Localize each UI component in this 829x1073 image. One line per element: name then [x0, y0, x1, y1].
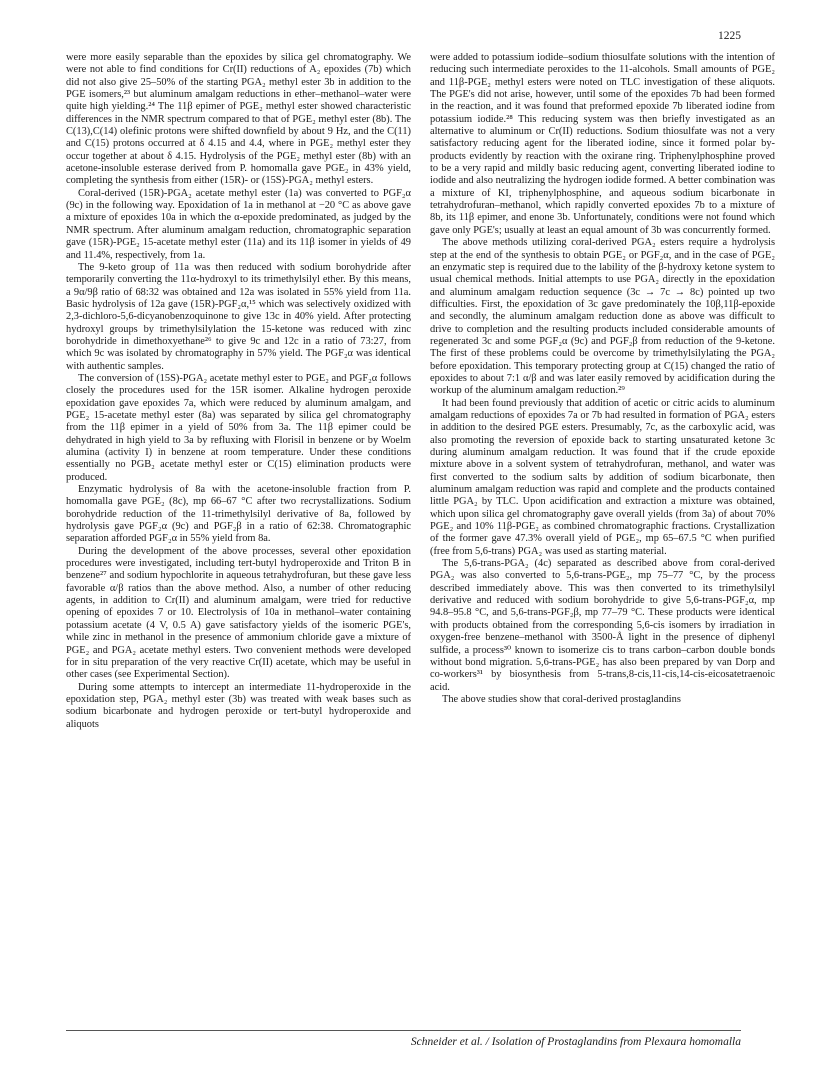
paragraph: The above methods utilizing coral-derived PGA₂ esters require a hydrolysis step at the end of the synthesis to obtain PGE₂ or PGF₂α, and in the case of PGE₂ an enzymatic step is required due to the lability of the β-hydroxy ketone system to usual chemical methods. Initial attempts to use PGA₂ directly in the epoxidation and aluminum amalgam reduction sequence (3c → 7c → 8c) pointed up two difficulties. First, the epoxidation of 3c gave predominately the 10β,11β-epoxide and secondly, the aluminum amalgam reduction done as above was difficult to drive to completion and the resulting products included considerable amounts of regenerated 3c and some PGF₂α (9c) and PGF₂β from reduction of the 9-ketone. The first of these problems could be overcome by trimethylsilylating the PGA₂ before epoxidation. This temporary protecting group at C(15) changed the ratio of epoxides to about 7:1 α/β and was later easily removed by acidification during the workup of the aluminum amalgam reduction.²⁹ [430, 237, 775, 397]
paragraph: were more easily separable than the epoxides by silica gel chromatography. We were not able to find conditions for Cr(II) reductions of A₂ epoxides (7b) which did not also give 25–50% of the starting PGA₂ methyl ester 3b in addition to the PGE isomers,²³ but aluminum amalgam reductions in ether–methanol–water were quite high yielding.²⁴ The 11β epimer of PGE₂ methyl ester showed characteristic differences in the NMR spectrum compared to that of PGE₂ methyl ester (8b). The C(13),C(14) olefinic protons were shifted downfield by about 9 Hz, and the C(11) and C(15) protons occurred at δ 4.15 and 4.4, where in PGE₂ methyl ester they occur together at about δ 4.15. Hydrolysis of the PGE₂ methyl ester (8b) with an acetone-insoluble esterase derived from P. homomalla gave PGE₂ in 43% yield, completing the synthesis from either (15R)- or (15S)-PGA₂ methyl esters. [66, 52, 411, 187]
paragraph: The 5,6-trans-PGA₂ (4c) separated as described above from coral-derived PGA₂ was also converted to 5,6-trans-PGE₂, mp 75–77 °C, by the process described immediately above. This was then converted to its trimethylsilyl derivative and reduced with sodium borohydride to give 5,6-trans-PGF₂α, mp 94.8–95.8 °C, and 5,6-trans-PGF₂β, mp 77–79 °C. These products were identical with products obtained from the corresponding 5,6-cis isomers by irradiation in oxygen-free benzene–methanol with 3500-Å light in the presence of diphenyl sulfide, a process³⁰ known to isomerize cis to trans carbon–carbon double bonds without bond migration. 5,6-trans-PGE₂ has also been prepared by van Dorp and co-workers³¹ by biosynthesis from 5-trans,8-cis,11-cis,14-cis-eicosatetraenoic acid. [430, 558, 775, 693]
left-column [66, 52, 411, 731]
running-footer: Schneider et al. / Isolation of Prostaglandins from Plexaura homomalla [410, 1036, 741, 1048]
paragraph: It had been found previously that addition of acetic or citric acids to aluminum amalgam reductions of epoxides 7a or 7b had resulted in formation of PGA₂ esters in addition to the desired PGE esters. Presumably, 7c, as the carboxylic acid, was also promoting the reversion of epoxide back to starting unsaturated ketone 3c during aluminum amalgam reduction. It was found that if the crude epoxide mixture above in a solvent system of tetrahydrofuran, methanol, and water was first converted to the sodium salts by addition of sodium bicarbonate, then aluminum amalgam reduction was rapid and complete and the products contained little PGA₂ by TLC. Upon acidification and extraction a mixture was obtained, which upon silica gel chromatography gave overall yields (from 3a) of about 70% PGE₂ and 10% 11β-PGE₂ as combined chromatographic fractions. Crystallization of the former gave 47.3% overall yield of PGE₂, mp 65–67.5 °C when purified (free from 5,6-trans) PGA₂ was used as starting material. [430, 397, 775, 557]
paragraph: The conversion of (15S)-PGA₂ acetate methyl ester to PGE₂ and PGF₂α follows closely the procedures used for the 15R isomer. Alkaline hydrogen peroxide epoxidation gave epoxides 7a, which were reduced by aluminum amalgam, and PGE₂ 15-acetate methyl ester (8a) was separated by silica gel chromatography from the 11β epimer in a yield of 50% from 3a. The 11β epimer could be dehydrated in high yield to 3a by refluxing with Florisil in benzene or by Woelm alumina (activity I) in benzene at room temperature. Under these conditions essentially no PGB₂ acetate methyl ester or C(15) elimination products were produced. [66, 372, 411, 483]
page-number: 1225 [718, 30, 741, 42]
paragraph: During some attempts to intercept an intermediate 11-hydroperoxide in the epoxidation step, PGA₂ methyl ester (3b) was treated with weak bases such as sodium bicarbonate and hydrogen peroxide or tert-butyl hydroperoxide and aliquots [66, 681, 411, 730]
paragraph: Coral-derived (15R)-PGA₂ acetate methyl ester (1a) was converted to PGF₂α (9c) in the following way. Epoxidation of 1a in methanol at −20 °C as above gave a mixture of epoxides 10a in which the α-epoxide predominated, as judged by the NMR spectrum. After aluminum amalgam reduction, chromatographic separation gave (15R)-PGE₂ 15-acetate methyl ester (11a) and its 11β isomer in yields of 49 and 11.4%, respectively, from 1a. [66, 187, 411, 261]
paragraph: The 9-keto group of 11a was then reduced with sodium borohydride after temporarily converting the 11α-hydroxyl to its trimethylsilyl ether. By this means, a 9α/9β ratio of 68:32 was obtained and 12a was isolated in 55% yield from 11a. Basic hydrolysis of 12a gave (15R)-PGF₂α,¹⁵ which was selectively oxidized with 2,3-dichloro-5,6-dicyanobenzoquinone to give 13c in 40% yield. After protecting hydroxyl groups by trimethylsilylation the 15-ketone was reduced with zinc borohydride in dimethoxyethane²⁶ to give 9c and 12c in a ratio of 73:27, from which 9c was isolated by chromatography in 57% yield. The PGF₂α was identical with authentic samples. [66, 261, 411, 372]
paragraph: During the development of the above processes, several other epoxidation procedures were investigated, including tert-butyl hydroperoxide and Triton B in benzene²⁷ and sodium hypochlorite in aqueous tetrahydrofuran, but these gave less favorable α/β ratios than the above method. Also, a number of other reducing agents, in addition to Cr(II) and aluminum amalgam, were tried for reductive opening of epoxides 7 or 10. Electrolysis of 10a in methanol–water containing potassium acetate (4 V, 0.5 A) gave satisfactory yields of the isomeric PGE's, while zinc in methanol in the presence of ammonium chloride gave a mixture of PGE₂ and PGA₂ acetate methyl esters. Two convenient methods were developed for in situ preparation of the very reactive Cr(II) acetate, which may be useful in other cases (see Experimental Section). [66, 545, 411, 681]
right-column [430, 52, 775, 706]
paragraph: were added to potassium iodide–sodium thiosulfate solutions with the intention of reducing such intermediate peroxides to the 11-alcohols. Small amounts of PGE₂ and 11β-PGE₂ methyl esters were noted on TLC investigation of these aliquots. The PGE's did not arise, however, until some of the epoxides 7b had been formed in the reaction, and it was found that preformed epoxide 7b liberated iodine from potassium iodide.²⁸ This reducing system was then briefly investigated as an alternative to aluminum or Cr(II) reductions. Sodium thiosulfate was not a very satisfactory reducing agent for the liberated iodine, since it formed polar by-products evidently by reaction with the oxirane ring. Triphenylphosphine proved to be a very rapid and mildly basic reducing agent, converting liberated iodine to iodide and also neutralizing the hydrogen iodide formed. A better combination was a mixture of KI, triphenylphosphine, and aqueous sodium bicarbonate in tetrahydrofuran–methanol, which rapidly converted epoxides 7b to a mixture of 8b, its 11β epimer, and enone 3b. Unfortunately, conditions were not found which gave only PGE's; usually at least an equal amount of 3b was concurrently formed. [430, 52, 775, 236]
paragraph: The above studies show that coral-derived prostaglandins [442, 693, 681, 705]
paragraph: Enzymatic hydrolysis of 8a with the acetone-insoluble fraction from P. homomalla gave PGE₂ (8c), mp 66–67 °C after two recrystallizations. Sodium borohydride reduction of the 11-trimethylsilyl derivative of 8a, followed by hydrolysis gave PGF₂α (9c) and PGF₂β in a ratio of 62:38. Chromatographic separation afforded PGF₂α in 55% yield from 8a. [66, 484, 411, 545]
footer-rule [66, 1030, 741, 1031]
